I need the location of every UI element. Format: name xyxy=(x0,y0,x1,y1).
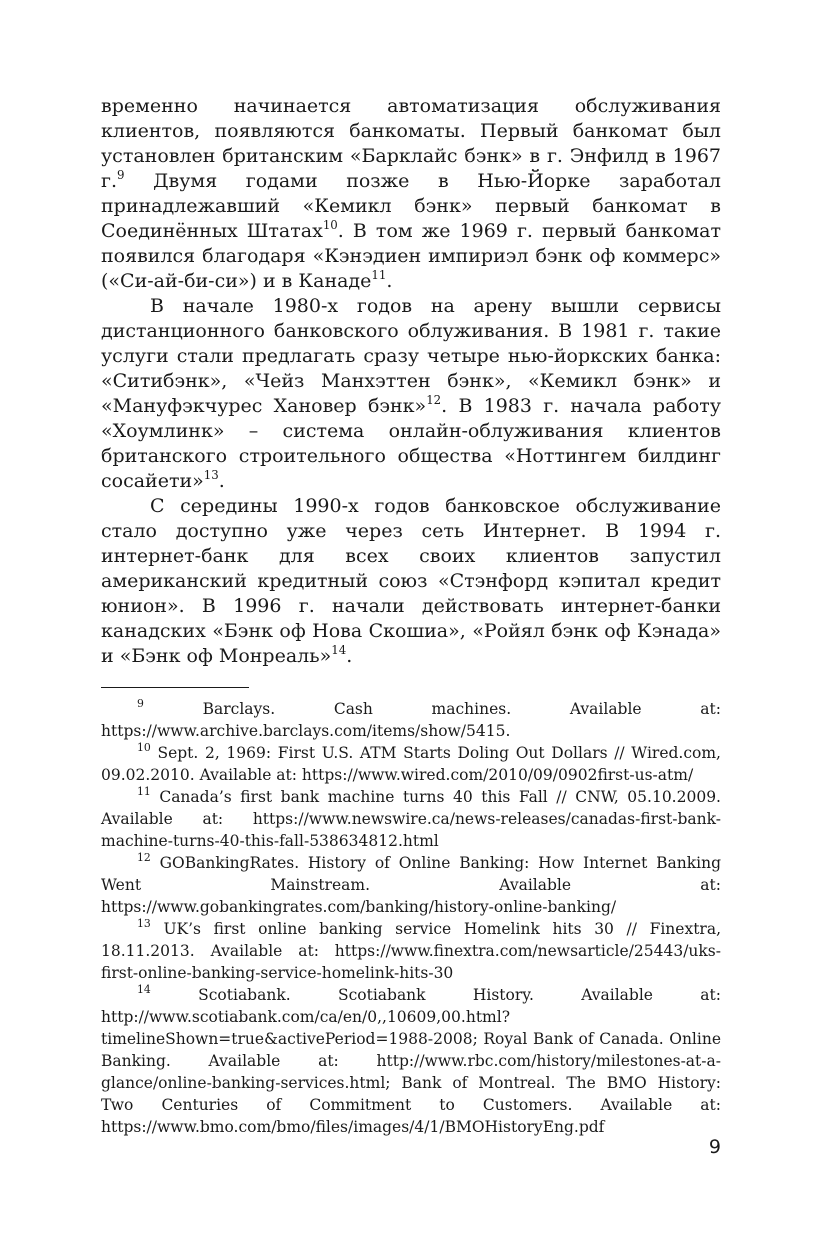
footnote-ref-13[interactable]: 13 xyxy=(203,468,219,483)
paragraph-1-text: Двумя годами позже в Нью-Йорке заработал принадлежавший «Кемикл бэнк» первый банкомат в Соединённых Штатах xyxy=(101,170,721,242)
footnote-text: GOBankingRates. History of Online Banking: How Internet Banking Went Mainstream. Available at: https://www.gobankingrates.com/banking/history-online-banking/ xyxy=(101,854,721,916)
footnote-text: Sept. 2, 1969: First U.S. ATM Starts Doling Out Dollars // Wired.com, 09.02.2010. Available at: https://www.wired.com/2010/09/0902first-us-atm/ xyxy=(101,744,721,784)
footnote-number: 12 xyxy=(137,851,151,865)
paragraph-1 xyxy=(101,94,721,294)
footnote-number: 10 xyxy=(137,741,151,755)
paragraph-1-text: . В том же 1969 г. первый банкомат появился благодаря «Кэнэдиен импириэл бэнк оф коммерс» («Си-ай-би-си») и в Канаде xyxy=(101,220,721,292)
footnote-ref-11[interactable]: 11 xyxy=(371,268,387,283)
paragraph-2-text: . xyxy=(218,470,225,492)
footnote-number: 9 xyxy=(137,697,144,711)
paragraph-3-text: С середины 1990-х годов банковское обслуживание стало доступно уже через сеть Интернет. В 1994 г. интернет-банк для всех своих клиентов запустил американский кредитный союз «Стэнфорд кэпитал кредит юнион». В 1996 г. начали действовать интернет-банки канадских «Бэнк оф Нова Скошиа», «Ройял бэнк оф Кэнада» и «Бэнк оф Монреаль» xyxy=(101,495,721,667)
footnote-number: 13 xyxy=(137,917,151,931)
footnote-13 xyxy=(101,918,721,984)
paragraph-2 xyxy=(101,294,721,494)
footnote-ref-14[interactable]: 14 xyxy=(331,643,347,658)
footnote-10 xyxy=(101,742,721,786)
paragraph-2-text: . В 1983 г. начала работу «Хоумлинк» – система онлайн-облуживания клиентов британского строительного общества «Ноттингем билдинг сосайети» xyxy=(101,395,721,492)
footnote-14 xyxy=(101,984,721,1138)
paragraph-1-text: . xyxy=(386,270,393,292)
paragraph-1-text: временно начинается автоматизация обслуживания клиентов, появляются банкоматы. Первый банкомат был установлен британским «Барклайс бэнк» в г. Энфилд в 1967 г. xyxy=(101,95,721,192)
footnote-text: Barclays. Cash machines. Available at: https://www.archive.barclays.com/items/show/5415. xyxy=(101,700,721,740)
main-text xyxy=(101,94,721,669)
footnote-11 xyxy=(101,786,721,852)
book-page xyxy=(101,94,721,1138)
footnote-text: UK’s first online banking service Homelink hits 30 // Finextra, 18.11.2013. Available at: https://www.finextra.com/newsarticle/25443/uks-first-online-banking-service-homelink-hits-30 xyxy=(101,920,721,982)
page-number: 9 xyxy=(708,1136,721,1158)
paragraph-2-text: В начале 1980-х годов на арену вышли сервисы дистанционного банковского облуживания. В 1981 г. такие услуги стали предлагать сразу четыре нью-йоркских банка: «Ситибэнк», «Чейз Манхэттен бэнк», «Кемикл бэнк» и «Мануфэкчурес Хановер бэнк» xyxy=(101,295,721,417)
paragraph-3 xyxy=(101,494,721,669)
footnote-number: 14 xyxy=(137,983,151,997)
footnote-number: 11 xyxy=(137,785,151,799)
footnote-ref-9[interactable]: 9 xyxy=(117,168,125,183)
footnote-text: Scotiabank. Scotiabank History. Available at: http://www.scotiabank.com/ca/en/0,,10609,00.html?timelineShown=true&activePeriod=1988-2008; Royal Bank of Canada. Online Banking. Available at: http://www.rbc.com/history/milestones-at-a-glance/online-banking-services.html; Bank of Montreal. The BMO History: Two Centuries of Commitment to Customers. Available at: https://www.bmo.com/bmo/files/images/4/1/BMOHistoryEng.pdf xyxy=(101,986,721,1136)
footnote-ref-10[interactable]: 10 xyxy=(322,218,338,233)
footnote-9 xyxy=(101,698,721,742)
paragraph-3-text: . xyxy=(346,645,353,667)
footnote-text: Canada’s first bank machine turns 40 this Fall // CNW, 05.10.2009. Available at: https://www.newswire.ca/news-releases/canadas-first-bank-machine-turns-40-this-fall-538634812.html xyxy=(101,788,721,850)
footnote-ref-12[interactable]: 12 xyxy=(426,393,442,408)
footnote-12 xyxy=(101,852,721,918)
footnotes xyxy=(101,698,721,1138)
footnote-separator xyxy=(101,687,249,688)
